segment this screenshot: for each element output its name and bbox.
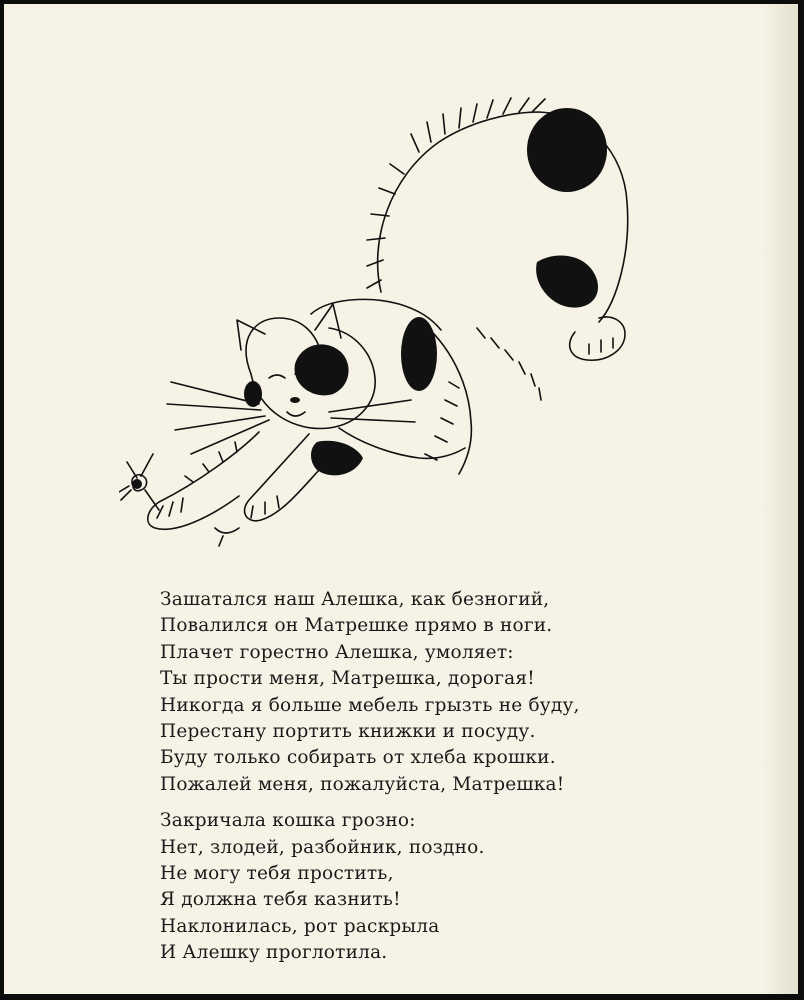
poem-line: Не могу тебя простить, [160,863,394,885]
poem-stanza-1 [160,587,580,798]
poem-line: Закричала кошка грозно: [160,810,416,832]
poem-stanza-2 [160,808,580,966]
poem-line: Буду только собирать от хлеба крошки. [160,747,556,769]
poem-text [160,587,580,967]
poem-line: Я должна тебя казнить! [160,889,401,911]
poem-line: Никогда я больше мебель грызть не буду, [160,694,580,716]
cat-illustration [119,82,649,562]
poem-line: Пожалей меня, пожалуйста, Матрешка! [160,773,565,795]
poem-line: Повалился он Матрешке прямо в ноги. [160,615,553,637]
poem-line: Перестану портить книжки и посуду. [160,721,536,743]
poem-line: Зашатался наш Алешка, как безногий, [160,589,550,610]
poem-line: Наклонилась, рот раскрыла [160,915,440,937]
poem-line: Плачет горестно Алешка, умоляет: [160,641,514,663]
book-page [4,4,798,994]
poem-line: Нет, злодей, разбойник, поздно. [160,836,485,858]
poem-line: Ты прости меня, Матрешка, дорогая! [160,668,535,690]
poem-line: И Алешку проглотила. [160,942,388,964]
